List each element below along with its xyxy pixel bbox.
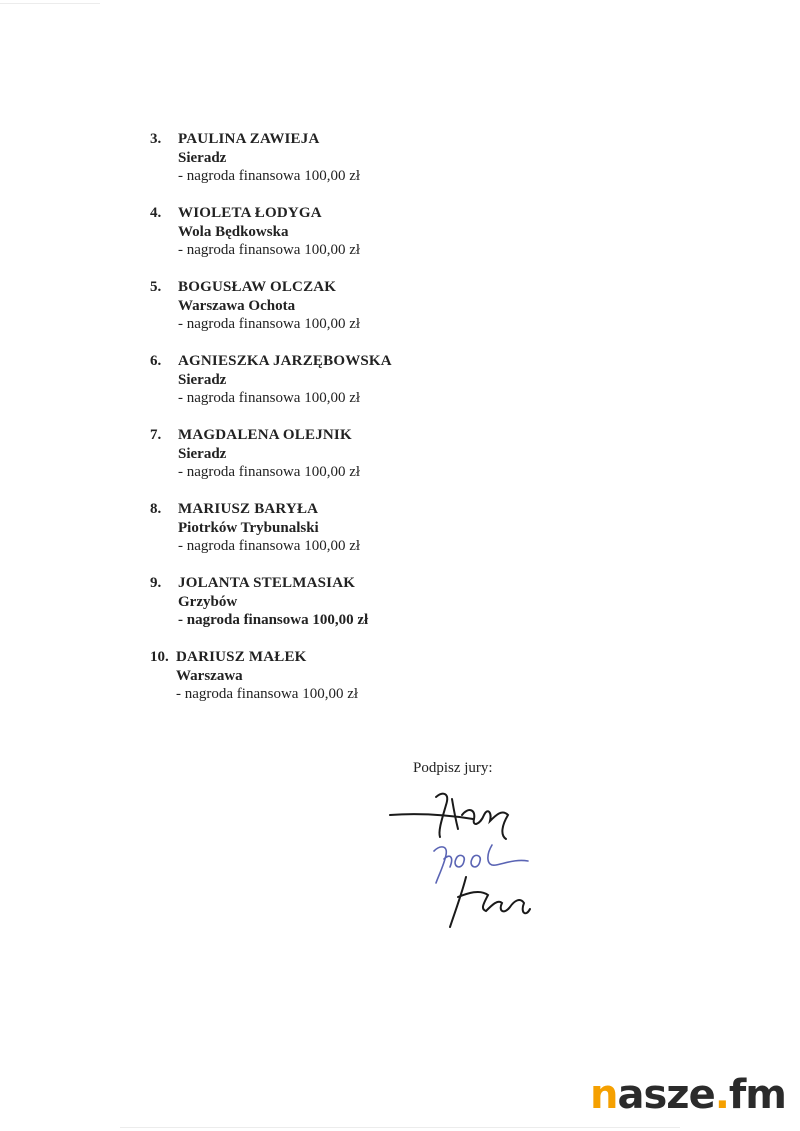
winner-name: MAGDALENA OLEJNIK — [178, 427, 352, 443]
winner-name: BOGUSŁAW OLCZAK — [178, 279, 337, 295]
nasze-fm-logo — [590, 1068, 790, 1123]
logo-letters-asze: asze — [617, 1072, 715, 1118]
winner-entry-5 — [150, 278, 550, 334]
scan-edge-line — [120, 1127, 680, 1128]
winner-prize: - nagroda finansowa 100,00 zł — [178, 612, 369, 628]
winner-entry-10 — [150, 648, 550, 704]
winner-name: JOLANTA STELMASIAK — [178, 575, 356, 591]
winner-name: AGNIESZKA JARZĘBOWSKA — [178, 353, 392, 369]
winner-name: DARIUSZ MAŁEK — [176, 649, 307, 665]
winner-prize: - nagroda finansowa 100,00 zł — [178, 538, 361, 554]
winner-name: MARIUSZ BARYŁA — [178, 501, 319, 517]
winner-number: 3. — [150, 131, 162, 147]
winner-city: Sieradz — [178, 371, 227, 388]
logo-letters-fm: fm — [728, 1072, 786, 1118]
winner-prize: - nagroda finansowa 100,00 zł — [176, 686, 359, 702]
winner-number: 9. — [150, 575, 162, 591]
logo-letter-n: n — [590, 1072, 618, 1118]
winner-city: Sieradz — [178, 445, 227, 462]
winner-prize: - nagroda finansowa 100,00 zł — [178, 168, 361, 184]
winner-name: WIOLETA ŁODYGA — [178, 205, 322, 221]
logo-wordmark — [590, 1068, 786, 1123]
winner-entry-9 — [150, 574, 550, 630]
winner-entry-3 — [150, 130, 550, 186]
winner-number: 7. — [150, 427, 162, 443]
winner-city: Wola Będkowska — [178, 223, 289, 240]
winner-number: 5. — [150, 279, 162, 295]
winner-prize: - nagroda finansowa 100,00 zł — [178, 464, 361, 480]
winner-city: Warszawa Ochota — [178, 297, 296, 314]
winner-entry-8 — [150, 500, 550, 556]
winner-city: Piotrków Trybunalski — [178, 519, 319, 536]
winner-entry-7 — [150, 426, 550, 482]
winner-prize: - nagroda finansowa 100,00 zł — [178, 316, 361, 332]
winner-city: Sieradz — [178, 149, 227, 166]
winner-city: Grzybów — [178, 593, 238, 610]
winner-number: 10. — [150, 649, 169, 665]
scan-edge-line — [0, 3, 100, 4]
winner-city: Warszawa — [176, 667, 243, 684]
winner-number: 6. — [150, 353, 162, 369]
winner-prize: - nagroda finansowa 100,00 zł — [178, 390, 361, 406]
jury-signature-label: Podpisz jury: — [413, 760, 493, 776]
winner-number: 4. — [150, 205, 162, 221]
winner-entry-4 — [150, 204, 550, 260]
winner-prize: - nagroda finansowa 100,00 zł — [178, 242, 361, 258]
winner-number: 8. — [150, 501, 162, 517]
winner-entry-6 — [150, 352, 550, 408]
winner-name: PAULINA ZAWIEJA — [178, 131, 320, 147]
logo-dot: . — [714, 1072, 729, 1118]
jury-signatures — [388, 785, 538, 935]
